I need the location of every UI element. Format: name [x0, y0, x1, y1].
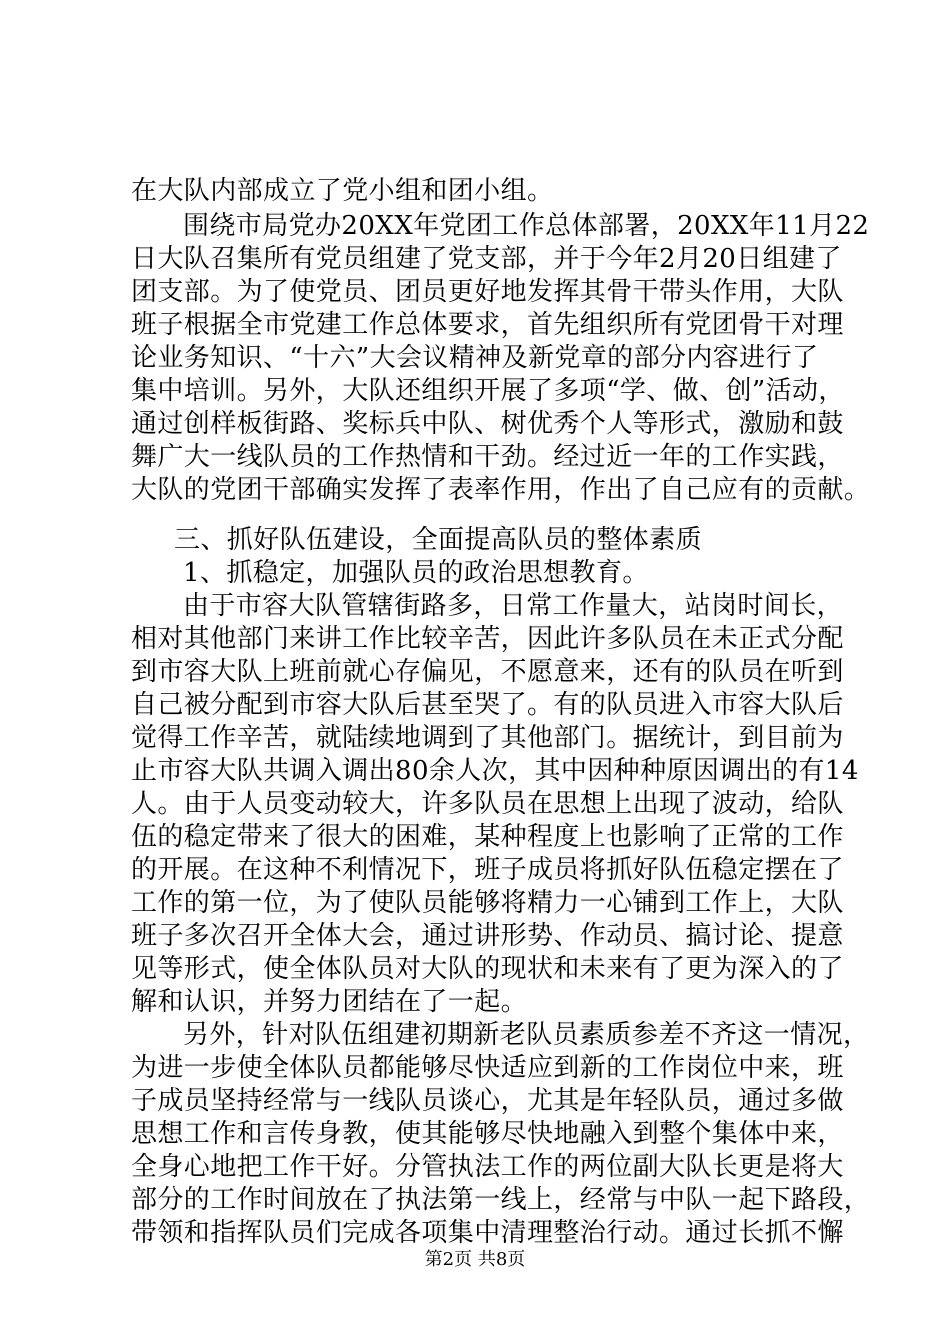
text-line: 止市容大队共调入调出80余人次，其中因种种原因调出的有14 [131, 756, 859, 786]
text-line: 班子根据全市党建工作总体要求，首先组织所有党团骨干对理 [131, 310, 844, 340]
text-line: 大队的党团干部确实发挥了表率作用，作出了自己应有的贡献。 [131, 475, 871, 505]
text-line: 在大队内部成立了党小组和团小组。 [131, 176, 554, 206]
text-line: 自己被分配到市容大队后甚至哭了。有的队员进入市容大队后 [131, 690, 844, 720]
text-line: 论业务知识、“十六”大会议精神及新党章的部分内容进行了 [131, 343, 819, 373]
text-line: 班子多次召开全体大会，通过讲形势、作动员、搞讨论、提意 [131, 921, 844, 951]
text-line: 到市容大队上班前就心存偏见，不愿意来，还有的队员在听到 [131, 657, 844, 687]
text-line: 集中培训。另外，大队还组织开展了多项“学、做、创”活动， [131, 376, 845, 406]
text-line: 团支部。为了使党员、团员更好地发挥其骨干带头作用，大队 [131, 277, 844, 307]
text-line: 思想工作和言传身教，使其能够尽快地融入到整个集体中来， [131, 1119, 844, 1149]
text-line: 相对其他部门来讲工作比较辛苦，因此许多队员在未正式分配 [131, 624, 844, 654]
text-line: 人。由于人员变动较大，许多队员在思想上出现了波动，给队 [131, 789, 844, 819]
subsection-heading: 1、抓稳定，加强队员的政治思想教育。 [183, 558, 649, 588]
text-line: 围绕市局党办20XX年党团工作总体部署，20XX年11月22 [183, 211, 870, 241]
text-line: 由于市容大队管辖街路多，日常工作量大，站岗时间长， [183, 591, 844, 621]
text-line: 通过创样板街路、奖标兵中队、树优秀个人等形式，激励和鼓 [131, 409, 844, 439]
text-line: 子成员坚持经常与一线队员谈心，尤其是年轻队员，通过多做 [131, 1086, 844, 1116]
text-line: 为进一步使全体队员都能够尽快适应到新的工作岗位中来，班 [131, 1053, 844, 1083]
page-number-footer: 第2页 共8页 [424, 1249, 526, 1270]
text-line: 的开展。在这种不利情况下，班子成员将抓好队伍稳定摆在了 [131, 855, 844, 885]
text-line: 见等形式，使全体队员对大队的现状和未来有了更为深入的了 [131, 954, 844, 984]
text-line: 日大队召集所有党员组建了党支部，并于今年2月20日组建了 [131, 244, 842, 274]
text-line: 带领和指挥队员们完成各项集中清理整治行动。通过长抓不懈 [131, 1218, 844, 1248]
text-line: 全身心地把工作干好。分管执法工作的两位副大队长更是将大 [131, 1152, 844, 1182]
text-line: 解和认识，并努力团结在了一起。 [131, 987, 528, 1017]
section-heading: 三、抓好队伍建设，全面提高队员的整体素质 [174, 525, 703, 555]
text-line: 伍的稳定带来了很大的困难，某种程度上也影响了正常的工作 [131, 822, 844, 852]
text-line: 舞广大一线队员的工作热情和干劲。经过近一年的工作实践， [131, 442, 844, 472]
text-line: 另外，针对队伍组建初期新老队员素质参差不齐这一情况， [183, 1020, 870, 1050]
text-line: 部分的工作时间放在了执法第一线上，经常与中队一起下路段， [131, 1185, 871, 1215]
text-line: 工作的第一位，为了使队员能够将精力一心铺到工作上，大队 [131, 888, 844, 918]
text-line: 觉得工作辛苦，就陆续地调到了其他部门。据统计，到目前为 [131, 723, 844, 753]
